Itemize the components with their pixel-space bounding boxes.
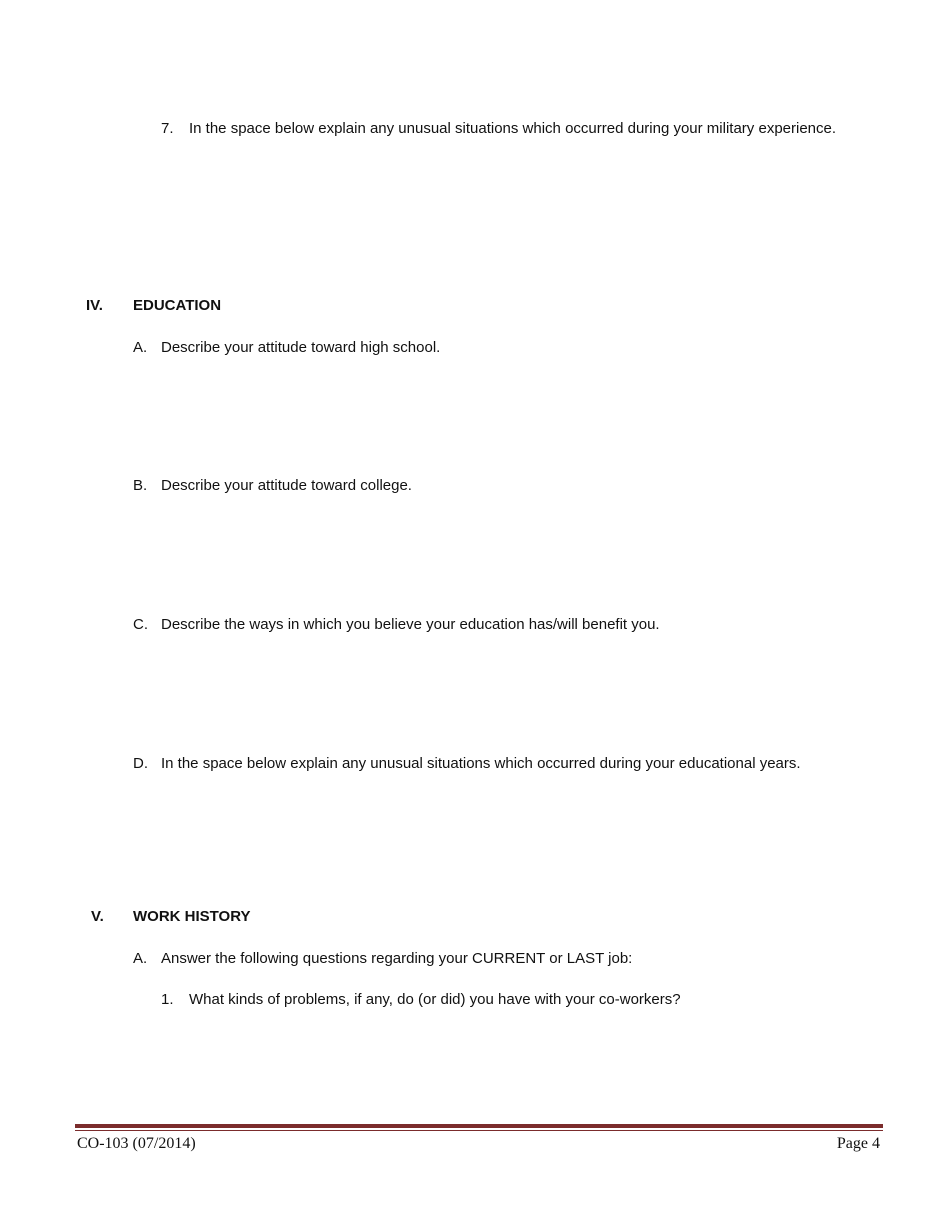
education-d-answer-space[interactable] [160, 778, 870, 898]
question-text: Answer the following questions regarding your CURRENT or LAST job: [161, 950, 633, 967]
education-b-answer-space[interactable] [160, 500, 870, 610]
question-text: Describe your attitude toward college. [161, 477, 412, 494]
section-title: EDUCATION [133, 297, 222, 314]
question-number: 1. [161, 991, 174, 1008]
page-number: Page 4 [836, 1135, 880, 1152]
question-text: What kinds of problems, if any, do (or did) you have with your co-workers? [189, 991, 681, 1008]
question-text: In the space below explain any unusual situations which occurred during your educational years. [161, 755, 801, 772]
education-a-answer-space[interactable] [160, 362, 870, 472]
military-answer-space[interactable] [160, 145, 870, 285]
section-title: WORK HISTORY [133, 908, 251, 925]
footer-divider-thin [75, 1130, 883, 1131]
question-text: Describe the ways in which you believe your education has/will benefit you. [161, 616, 660, 633]
question-marker: D. [133, 755, 148, 772]
question-text: In the space below explain any unusual situations which occurred during your military experience. [189, 120, 837, 137]
form-id: CO-103 (07/2014) [77, 1135, 196, 1152]
work-history-1-answer-space[interactable] [160, 1014, 870, 1114]
question-text: Describe your attitude toward high school. [161, 339, 441, 356]
education-c-answer-space[interactable] [160, 639, 870, 749]
question-marker: A. [133, 339, 148, 356]
question-marker: B. [133, 477, 148, 494]
question-marker: A. [133, 950, 148, 967]
section-numeral: IV. [86, 297, 103, 314]
footer-divider-thick [75, 1124, 883, 1128]
section-numeral: V. [91, 908, 104, 925]
question-marker: C. [133, 616, 148, 633]
question-number: 7. [161, 120, 174, 137]
